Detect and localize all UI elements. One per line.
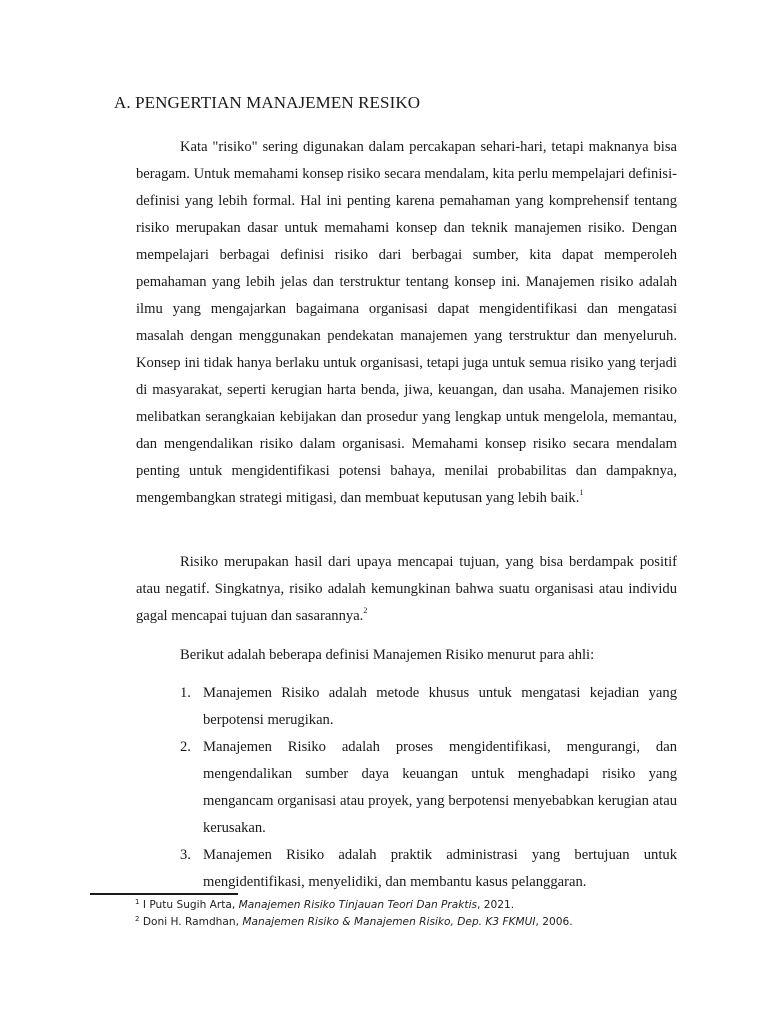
footnote-rest: , 2006. (535, 916, 573, 928)
footnote-title: Manajemen Risiko & Manajemen Risiko, Dep. K3 FKMUI (242, 916, 536, 928)
footnote-author: Doni H. Ramdhan, (142, 916, 243, 928)
footnote-ref-1: 1 (579, 488, 584, 497)
list-item (180, 842, 677, 896)
paragraph-intro-list: Berikut adalah beberapa definisi Manajemen Risiko menurut para ahli: (180, 647, 595, 663)
paragraph-text: Kata "risiko" sering digunakan dalam percakapan sehari-hari, tetapi maknanya bisa beragam. Untuk memahami konsep risiko secara mendalam, kita perlu mempelajari definisi-definisi yang lebih formal. Hal ini penting karena pemahaman yang komprehensif tentang risiko merupakan dasar untuk memahami konsep dan teknik manajemen risiko. Dengan mempelajari berbagai definisi risiko dari berbagai sumber, kita dapat memperoleh pemahaman yang lebih jelas dan terstruktur tentang konsep ini. Manajemen risiko adalah ilmu yang mengajarkan bagaimana organisasi dapat mengidentifikasi dan mengatasi masalah dengan menggunakan pendekatan manajemen yang terstruktur dan menyeluruh. Konsep ini tidak hanya berlaku untuk organisasi, tetapi juga untuk semua risiko yang terjadi di masyarakat, seperti kerugian harta benda, jiwa, keuangan, dan usaha. Manajemen risiko melibatkan serangkaian kebijakan dan prosedur yang lengkap untuk mengelola, memantau, dan mengendalikan risiko dalam organisasi. Memahami konsep risiko secara mendalam penting untuk mengidentifikasi potensi bahaya, menilai probabilitas dan dampaknya, mengembangkan strategi mitigasi, dan membuat keputusan yang lebih baik. (136, 139, 677, 506)
footnote-number: 2 (135, 915, 140, 923)
section-heading: A. PENGERTIAN MANAJEMEN RESIKO (114, 93, 421, 112)
footnote-separator (90, 893, 238, 895)
footnote-title: Manajemen Risiko Tinjauan Teori Dan Praktis (238, 899, 478, 911)
footnote-number: 1 (135, 898, 140, 906)
footnote-author: I Putu Sugih Arta, (142, 899, 239, 911)
paragraph-risk (136, 549, 677, 630)
list-item (180, 680, 677, 734)
footnote-1 (135, 897, 695, 914)
list-item (180, 734, 677, 842)
footnote-ref-2: 2 (363, 606, 368, 615)
footnote-2 (135, 914, 695, 931)
paragraph-text: Risiko merupakan hasil dari upaya mencapai tujuan, yang bisa berdampak positif atau negatif. Singkatnya, risiko adalah kemungkinan bahwa suatu organisasi atau individu gagal mencapai tujuan dan sasarannya. (136, 554, 677, 624)
list-text: Manajemen Risiko adalah praktik administrasi yang bertujuan untuk mengidentifikasi, menyelidiki, dan membantu kasus pelanggaran. (203, 847, 677, 890)
list-text: Manajemen Risiko adalah metode khusus untuk mengatasi kejadian yang berpotensi merugikan. (203, 685, 677, 728)
paragraph-definition (136, 134, 677, 512)
footnotes (135, 897, 695, 931)
list-text: Manajemen Risiko adalah proses mengidentifikasi, mengurangi, dan mengendalikan sumber daya keuangan untuk menghadapi risiko yang mengancam organisasi atau proyek, yang berpotensi menyebabkan kerugian atau kerusakan. (203, 739, 677, 836)
list-number: 1. (180, 685, 191, 701)
definition-list (180, 680, 677, 896)
list-number: 3. (180, 847, 191, 863)
footnote-rest: , 2021. (477, 899, 515, 911)
list-number: 2. (180, 739, 191, 755)
